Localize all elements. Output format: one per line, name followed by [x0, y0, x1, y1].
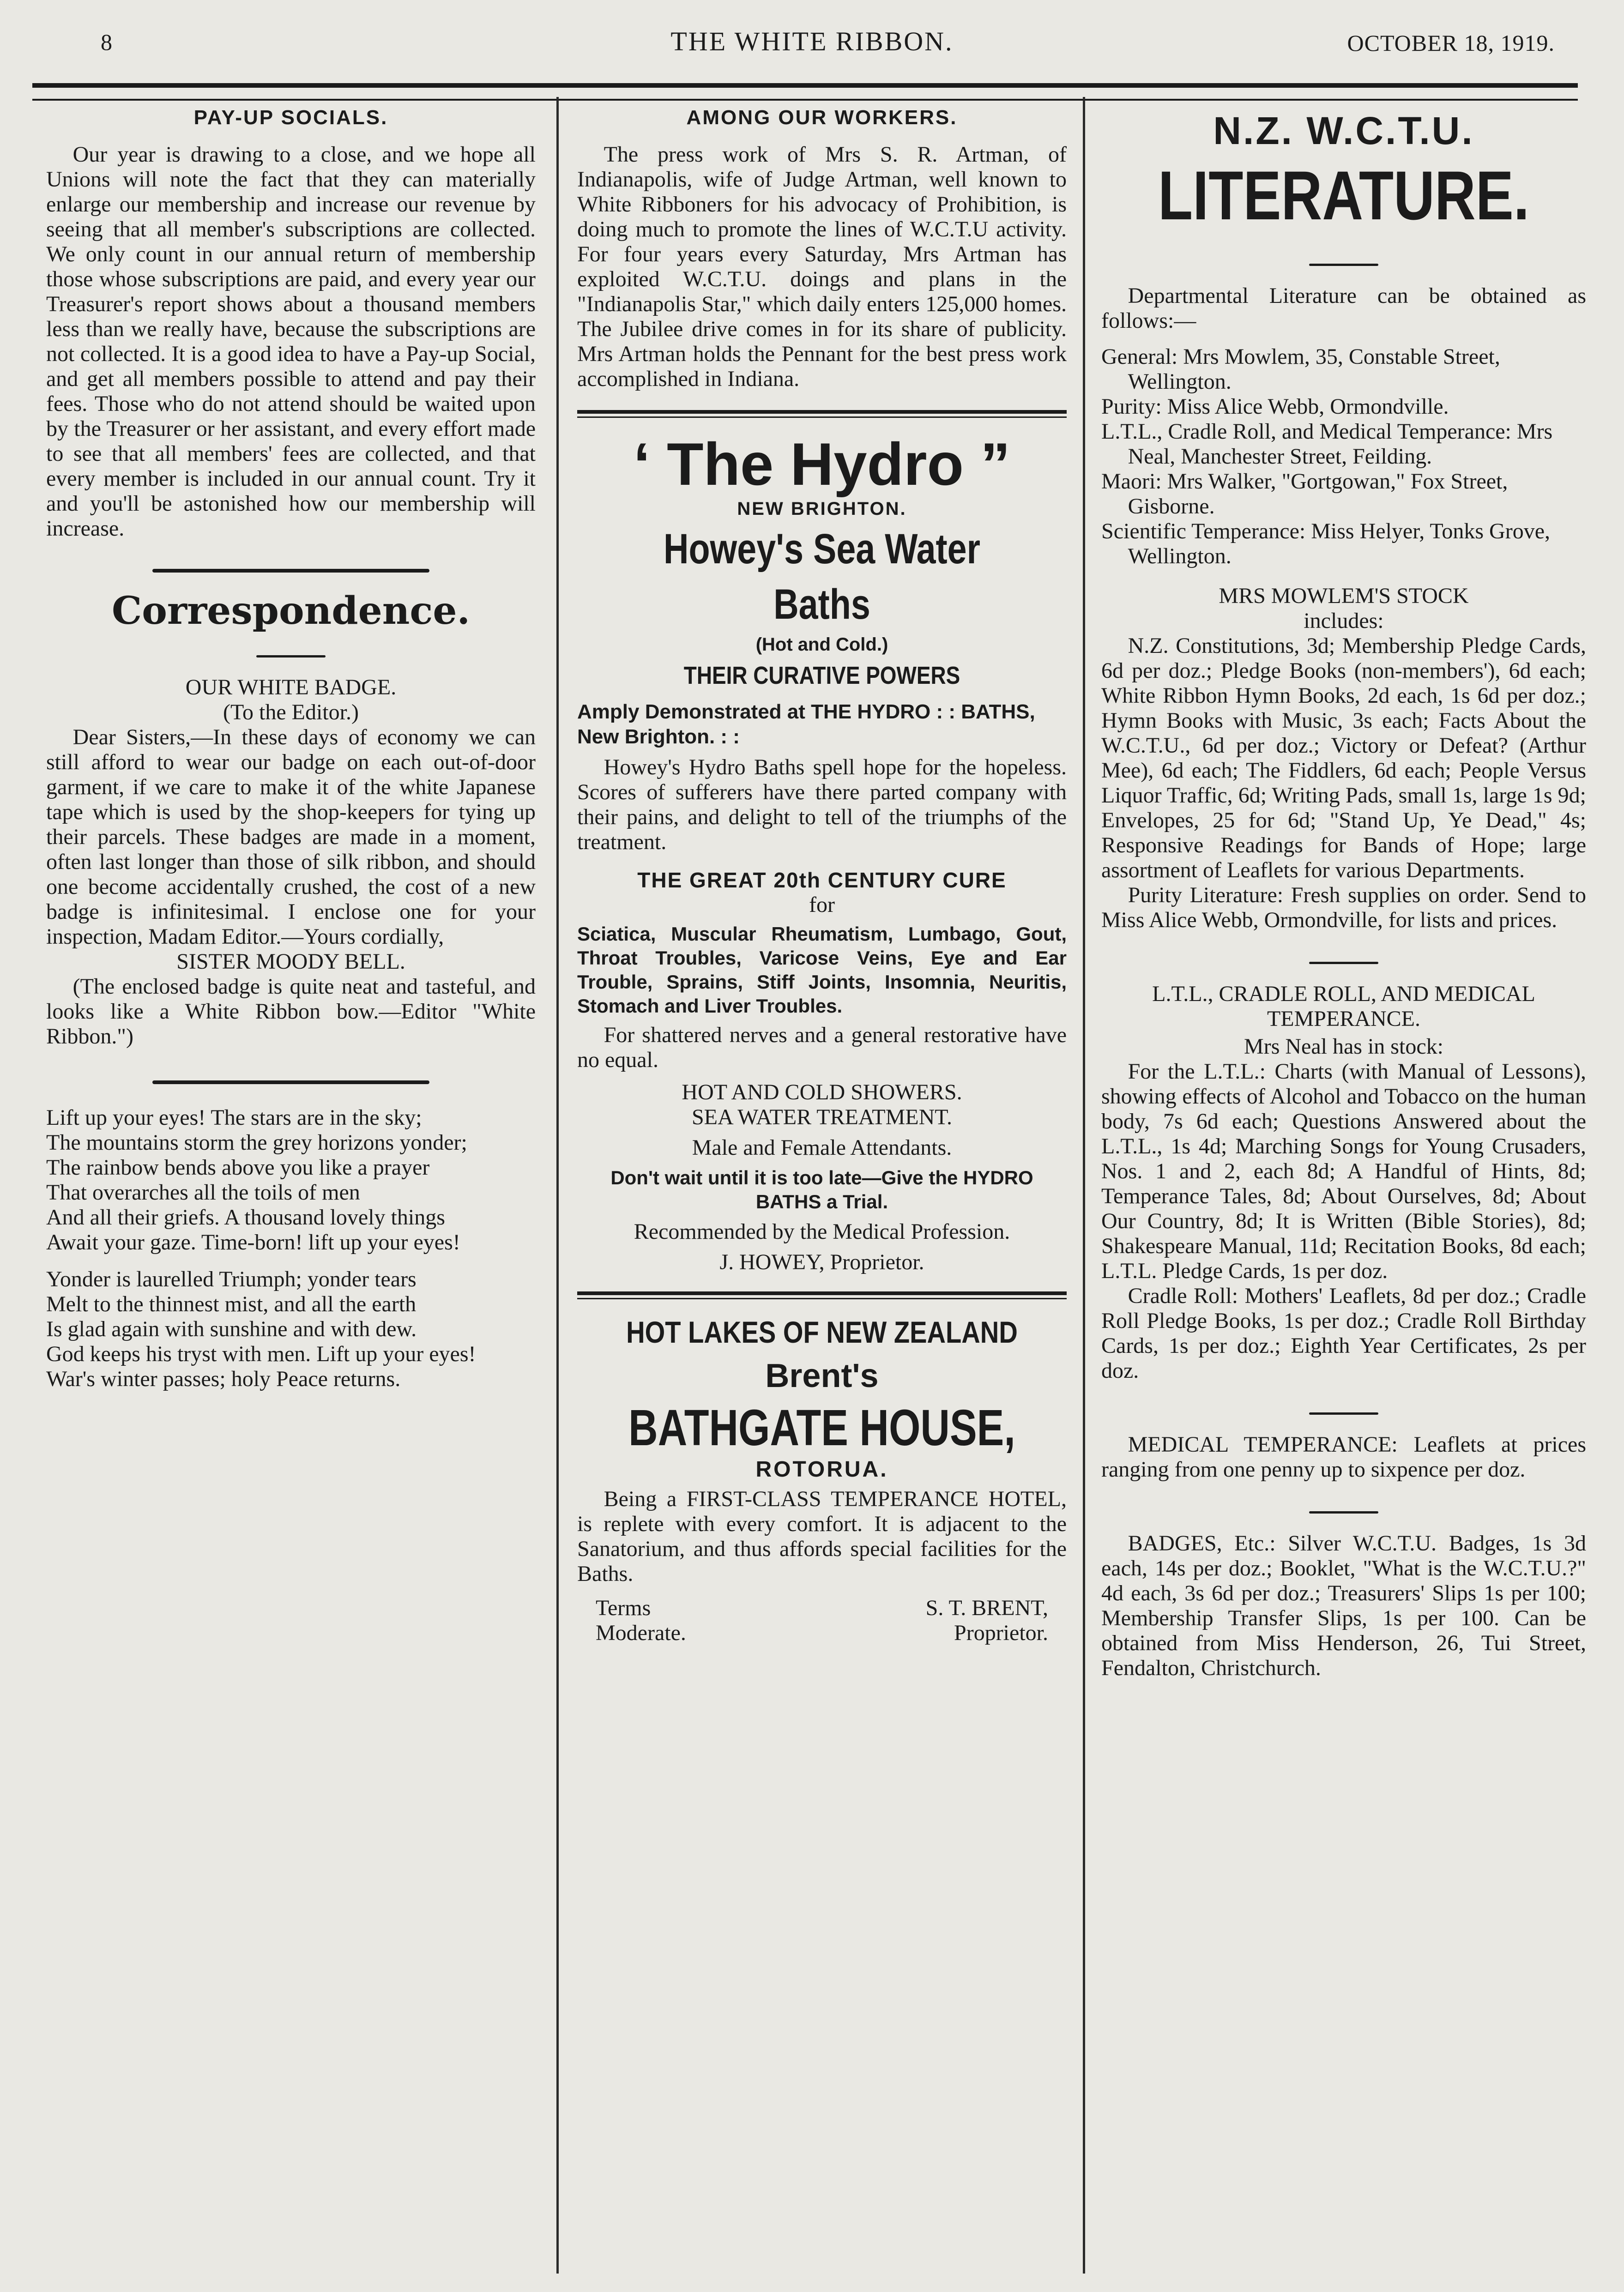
- hydro-ailments: Sciatica, Muscular Rheumatism, Lumbago, Gout, Throat Troubles, Varicose Veins, Eye and Ear Trouble, Sprains, Stiff Joints, Insomnia, Neuritis, Stomach and Liver Troubles.: [577, 923, 1067, 1017]
- ad-border: [577, 1291, 1067, 1299]
- hydro-for: for: [809, 893, 835, 917]
- hydro-attendants: Male and Female Attendants.: [692, 1135, 952, 1160]
- hydro-place: NEW BRIGHTON.: [737, 499, 907, 519]
- brent-proprietor: Proprietor.: [954, 1621, 1048, 1645]
- ltl-text: For the L.T.L.: Charts (with Manual of Lessons), showing effects of Alcohol and Tobacco on the human body, 7s 6d each; Questions Answered about the L.T.L., 1s 4d; Marching Songs for Young Crusaders, Nos. 1 and 2, each 8d; A Handful of Hints, 8d; Temperance Tales, 8d; About Ourselves, 8d; About Our Country, 8d; It is Written (Bible Stories), 8d; Shakespeare Manual, 11d; Recitation Books, 8d each; L.T.L. Pledge Cards, 1s per doz.: [1101, 1059, 1586, 1283]
- dept-list: [1101, 344, 1586, 569]
- stock-sub: includes:: [1304, 609, 1384, 633]
- poem-line: War's winter passes; holy Peace returns.: [46, 1367, 401, 1391]
- hotel-footer: [577, 1596, 1067, 1646]
- dept-item: General: Mrs Mowlem, 35, Constable Street, Wellington.: [1101, 344, 1500, 394]
- hydro-title: ‘ The Hydro ”: [633, 430, 1011, 498]
- section-divider: [46, 638, 536, 663]
- correspondence-heading: Correspondence.: [111, 589, 471, 633]
- column-middle: [577, 105, 1067, 1646]
- poem-line: Is glad again with sunshine and with dew.: [46, 1317, 417, 1341]
- letter-title: OUR WHITE BADGE.: [185, 675, 397, 700]
- issue-date: OCTOBER 18, 1919.: [1347, 30, 1555, 56]
- nz-wctu: N.Z. W.C.T.U.: [1213, 109, 1474, 152]
- hydro-proprietor: J. HOWEY, Proprietor.: [719, 1250, 924, 1274]
- poem-line: The mountains storm the grey horizons yonder;: [46, 1130, 467, 1155]
- column-left: [46, 105, 536, 1392]
- stock-heading: MRS MOWLEM'S STOCK: [1219, 584, 1469, 608]
- masthead-title: THE WHITE RIBBON.: [670, 26, 954, 56]
- column-divider: [556, 97, 559, 2274]
- dept-item: Maori: Mrs Walker, "Gortgowan," Fox Street, Gisborne.: [1101, 469, 1508, 519]
- poem-line: That overarches all the toils of men: [46, 1180, 360, 1205]
- letter-subtitle: (To the Editor.): [223, 700, 359, 724]
- medical-text: MEDICAL TEMPERANCE: Leaflets at prices ranging from one penny up to sixpence per doz.: [1101, 1432, 1586, 1482]
- hydro-sea: SEA WATER TREATMENT.: [691, 1105, 953, 1129]
- dept-intro: Departmental Literature can be obtained as follows:—: [1101, 283, 1586, 333]
- section-divider: [46, 1065, 536, 1090]
- section-divider: [1101, 247, 1586, 271]
- hydro-cure: THE GREAT 20th CENTURY CURE: [637, 868, 1007, 892]
- hydro-hotcold: (Hot and Cold.): [755, 634, 888, 655]
- page-number: 8: [101, 29, 112, 55]
- dept-item: Scientific Temperance: Miss Helyer, Tonks Grove, Wellington.: [1101, 519, 1550, 568]
- purity-text: Purity Literature: Fresh supplies on order. Send to Miss Alice Webb, Ormondville, for lists and prices.: [1101, 883, 1586, 932]
- cradle-text: Cradle Roll: Mothers' Leaflets, 8d per doz.; Cradle Roll Pledge Books, 1s per doz.; Cradle Roll Birthday Cards, 1s per doz.; Eighth Year Certificates, 2s per doz.: [1101, 1284, 1586, 1383]
- hydro-showers: HOT AND COLD SHOWERS.: [682, 1080, 962, 1104]
- section-divider: [46, 553, 536, 578]
- literature-heading: LITERATURE.: [1158, 157, 1530, 234]
- hydro-demo: Amply Demonstrated at THE HYDRO : : BATHS, New Brighton. : :: [577, 700, 1035, 748]
- letter-signoff: SISTER MOODY BELL.: [176, 949, 405, 974]
- terms: Terms: [596, 1596, 651, 1620]
- poem-line: Yonder is laurelled Triumph; yonder tears: [46, 1267, 417, 1291]
- rotorua: ROTORUA.: [755, 1457, 888, 1482]
- hydro-recommended: Recommended by the Medical Profession.: [634, 1219, 1010, 1244]
- workers-heading: AMONG OUR WORKERS.: [686, 106, 958, 129]
- bathgate-house: BATHGATE HOUSE,: [628, 1399, 1015, 1456]
- poem: [46, 1105, 536, 1392]
- payup-article: Our year is drawing to a close, and we hope all Unions will note the fact that they can materially enlarge our membership and increase our revenue by seeing that all member's subscriptions are collected. We only count in our annual return of membership those whose subscriptions are paid, and every year our Treasurer's report shows about a thousand members less than we really have, because the subscriptions are not collected. It is a good idea to have a Pay-up Social, and get all members possible to attend and pay their fees. Those who do not attend should be waited upon by the Treasurer or her assistant, and every effort made to see that all members' fees are collected, and that every member is included in our annual count. Try it and you'll be astonished how our membership will increase.: [46, 142, 536, 541]
- brent-name: S. T. BRENT,: [925, 1596, 1048, 1620]
- hydro-nerves: For shattered nerves and a general restorative have no equal.: [577, 1023, 1067, 1072]
- header-rule-thick: [32, 83, 1578, 88]
- letter-body: Dear Sisters,—In these days of economy we can still afford to wear our badge on each out-of-door garment, if we care to make it of the white Japanese tape which is used by the shop-keepers for tying up their parcels. These badges are made in a moment, often last longer than those of silk ribbon, and should one become accidentally crushed, the cost of a new badge is infinitesimal. I enclose one for your inspection, Madam Editor.—Yours cordially,: [46, 725, 536, 949]
- stock-text: N.Z. Constitutions, 3d; Membership Pledge Cards, 6d per doz.; Pledge Books (non-members'), 6d each; White Ribbon Hymn Books, 2d each, 1s 6d per doz.; Hymn Books with Music, 3s each; Facts About the W.C.T.U., 6d per doz.; Victory or Defeat? (Arthur Mee), 6d each; The Fiddlers, 6d each; People Versus Liquor Traffic, 6d; Writing Pads, small 1s, large 1s 9d; Envelopes, 25 for 6d; "Stand Up, Ye Dead," 4s; Responsive Readings for Bands of Hope; large assortment of Leaflets for various Departments.: [1101, 633, 1586, 882]
- hydro-baths: Howey's Sea Water Baths: [663, 525, 981, 628]
- poem-line: God keeps his tryst with men. Lift up your eyes!: [46, 1342, 476, 1366]
- poem-line: Await your gaze. Time-born! lift up your eyes!: [46, 1230, 460, 1255]
- workers-article: The press work of Mrs S. R. Artman, of Indianapolis, wife of Judge Artman, well known to White Ribboners for his advocacy of Prohibition, is doing much to promote the lines of W.C.T.U activity. For four years every Saturday, Mrs Artman has exploited W.C.T.U. doings and plans in the "Indianapolis Star," which daily enters 125,000 homes. The Jubilee drive comes in for its share of publicity. Mrs Artman holds the Pennant for the best press work accomplished in Indiana.: [577, 142, 1067, 391]
- dept-item: Purity: Miss Alice Webb, Ormondville.: [1101, 394, 1449, 419]
- poem-line: Lift up your eyes! The stars are in the sky;: [46, 1105, 422, 1130]
- ltl-intro: Mrs Neal has in stock:: [1244, 1034, 1443, 1059]
- brents: Brent's: [765, 1357, 879, 1394]
- hotel-text: Being a FIRST-CLASS TEMPERANCE HOTEL, is replete with every comfort. It is adjacent to the Sanatorium, and thus affords special facilities for the Baths.: [577, 1487, 1067, 1586]
- poem-line: The rainbow bends above you like a prayer: [46, 1155, 430, 1180]
- hot-lakes: HOT LAKES OF NEW ZEALAND: [626, 1315, 1018, 1349]
- section-divider: [1101, 945, 1586, 970]
- column-right: [1101, 105, 1586, 1681]
- section-divider: [1101, 1494, 1586, 1519]
- poem-line: Melt to the thinnest mist, and all the earth: [46, 1292, 417, 1316]
- section-divider: [1101, 1395, 1586, 1420]
- hydro-wait: Don't wait until it is too late—Give the HYDRO BATHS a Trial.: [610, 1167, 1033, 1212]
- column-divider: [1083, 97, 1085, 2274]
- hydro-text: Howey's Hydro Baths spell hope for the hopeless. Scores of sufferers have there parted company with their pains, and delight to tell of the triumphs of the treatment.: [577, 755, 1067, 854]
- badges-text: BADGES, Etc.: Silver W.C.T.U. Badges, 1s 3d each, 14s per doz.; Booklet, "What is the W.C.T.U.?" 4d each, 3s 6d per doz.; Treasurers' Slips 1s per 100; Membership Transfer Slips, 1s per 100. Can be obtained from Miss Henderson, 26, Tui Street, Fendalton, Christchurch.: [1101, 1531, 1586, 1680]
- poem-line: And all their griefs. A thousand lovely things: [46, 1205, 445, 1230]
- hydro-powers: THEIR CURATIVE POWERS: [683, 662, 960, 689]
- ltl-heading: L.T.L., CRADLE ROLL, AND MEDICAL TEMPERANCE.: [1152, 982, 1535, 1031]
- header-rule-thin: [32, 99, 1578, 101]
- moderate: Moderate.: [596, 1621, 686, 1645]
- ad-border: [577, 410, 1067, 418]
- dept-item: L.T.L., Cradle Roll, and Medical Temperance: Mrs Neal, Manchester Street, Feilding.: [1101, 419, 1553, 469]
- payup-heading: PAY-UP SOCIALS.: [193, 106, 388, 129]
- editor-note: (The enclosed badge is quite neat and tasteful, and looks like a White Ribbon bow.—Editor "White Ribbon."): [46, 974, 536, 1049]
